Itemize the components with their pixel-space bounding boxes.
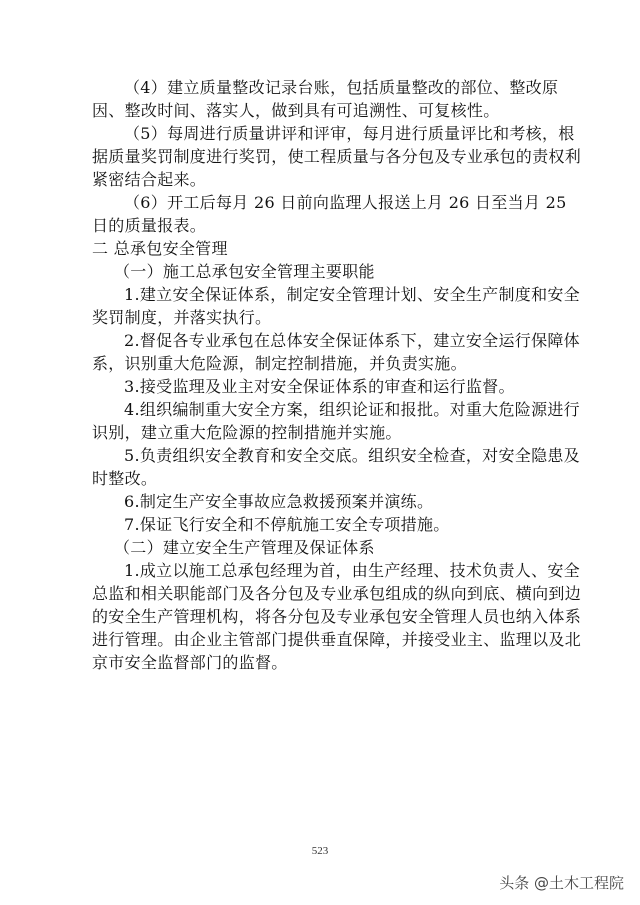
list-item-safety-2: 2.督促各专业承包在总体安全保证体系下，建立安全运行保障体系，识别重大危险源，制定控制措施，并负责实施。 [92, 331, 580, 373]
watermark [499, 872, 624, 893]
page-number: 523 [311, 845, 329, 857]
paragraph-quality-ledger: （4）建立质量整改记录台账，包括质量整改的部位、整改原因、整改时间、落实人，做到具有可追溯性、可复核性。 [92, 78, 559, 120]
list-item-safety-7: 7.保证飞行安全和不停航施工安全专项措施。 [124, 515, 450, 534]
list-item-safety-1: 1.建立安全保证体系，制定安全管理计划、安全生产制度和安全奖罚制度，并落实执行。 [92, 285, 580, 327]
list-item-safety-3: 3.接受监理及业主对安全保证体系的审查和运行监督。 [124, 377, 515, 396]
subsection-heading-safety-functions: （一）施工总承包安全管理主要职能 [114, 262, 375, 281]
paragraph-quality-review: （5）每周进行质量讲评和评审，每月进行质量评比和考核，根据质量奖罚制度进行奖罚，使工程质量与各分包及专业承包的责权利紧密结合起来。 [92, 124, 582, 189]
subsection-heading-safety-system: （二）建立安全生产管理及保证体系 [114, 538, 375, 557]
watermark-text: 头条 @土木工程院 [499, 874, 624, 892]
list-item-safety-5: 5.负责组织安全教育和安全交底。组织安全检查，对安全隐患及时整改。 [92, 446, 580, 488]
list-item-safety-4: 4.组织编制重大安全方案，组织论证和报批。对重大危险源进行识别，建立重大危险源的控制措施并实施。 [92, 400, 580, 442]
list-item-safety-6: 6.制定生产安全事故应急救援预案并演练。 [124, 492, 434, 511]
section-heading-safety: 二 总承包安全管理 [92, 239, 228, 258]
document-body [92, 76, 584, 674]
list-item-safety-system-1: 1.成立以施工总承包经理为首，由生产经理、技术负责人、安全总监和相关职能部门及各分包及专业承包组成的纵向到底、横向到边的安全生产管理机构，将各分包及专业承包安全管理人员也纳入体系进行管理。由企业主管部门提供垂直保障，并接受业主、监理以及北京市安全监督部门的监督。 [92, 561, 582, 672]
paragraph-quality-report: （6）开工后每月 26 日前向监理人报送上月 26 日至当月 25 日的质量报表。 [92, 193, 567, 235]
